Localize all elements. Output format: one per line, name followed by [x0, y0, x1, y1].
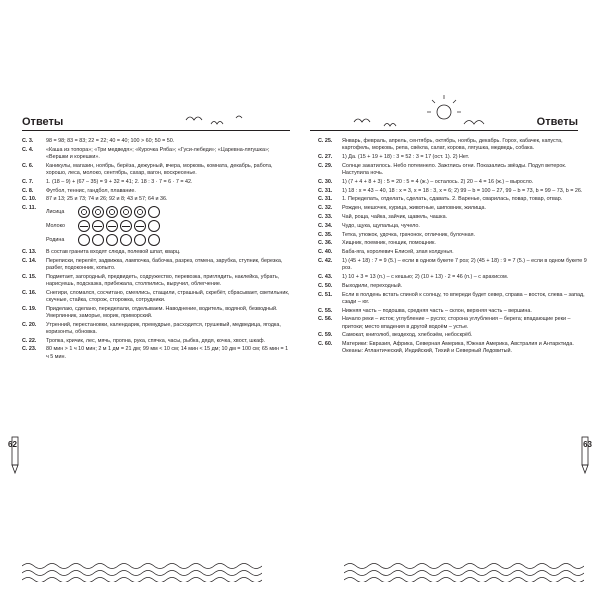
answer-body: 1) (45 + 18) : 7 = 9 (5.) – если в одном букете 7 роз; 2) (45 + 18) : 9 = 7 (5.) – если в одном букете 9 роз.: [342, 257, 587, 272]
answer-number: С. 7.: [22, 178, 34, 185]
answer-body: 98 = 98; 83 = 83; 22 = 22; 40 = 40; 100 > 60; 50 = 50.: [46, 138, 175, 144]
answer-entry: [22, 179, 292, 186]
answer-entry: [22, 258, 292, 272]
circle-row: [46, 233, 292, 247]
right-page: [304, 0, 600, 600]
answer-number: С. 40.: [318, 249, 333, 256]
answer-text: [342, 258, 588, 272]
answer-number: С. 22.: [22, 337, 37, 344]
header-rule: [310, 130, 578, 131]
letter-circle-icon: [120, 220, 132, 232]
answer-text: [342, 196, 588, 203]
letter-circle-icon: [134, 220, 146, 232]
answer-body: 1) Да. (15 + 19 + 18) : 3 = 52 : 3 = 17 (ост. 1). 2) Нет.: [342, 154, 470, 160]
answer-entry: [318, 223, 588, 230]
answer-number: С. 11.: [22, 205, 37, 212]
answer-text: [342, 205, 588, 212]
answer-text: [342, 214, 588, 221]
answer-entry: [318, 332, 588, 339]
answer-entry: [318, 240, 588, 247]
answer-text: [342, 188, 588, 195]
answer-entry: [318, 249, 588, 256]
answer-text: [342, 232, 588, 239]
answer-entry: [318, 292, 588, 306]
answer-body: Тропка, кричик, лес, мячь, пропна, рука, спячка, часы, рыбка, дядя, кочка, хвост, шкаф.: [46, 337, 266, 344]
answer-entry: [22, 138, 292, 145]
answer-body: 1) 18 : x = 43 – 40, 18 : x = 3, x = 18 : 3, x = 6; 2) 99 – b = 100 – 27, 99 – b = 73, b = 99 – 73, b = 26.: [342, 187, 583, 194]
answer-body: Нижняя часть – подошва, средняя часть – склон, верхняя часть – вершина.: [342, 307, 532, 314]
letter-circle-icon: [106, 234, 118, 246]
answer-number: С. 30.: [318, 178, 333, 185]
answer-number: С. 10.: [22, 196, 37, 203]
letter-circle-icon: [106, 206, 118, 218]
letter-circle-icon: [148, 220, 160, 232]
answer-entry: [22, 338, 292, 345]
answer-entry: [22, 346, 292, 360]
decorative-drawing-icon: [36, 90, 296, 132]
answer-number: С. 8.: [22, 187, 34, 194]
answer-number: С. 34.: [318, 222, 333, 229]
answer-entry: [318, 316, 588, 330]
answer-body: 1. (18 – 9) + (67 – 35) = 9 + 32 = 41; 2. 18 : 3 · 7 = 6 · 7 = 42.: [46, 178, 193, 185]
answer-entry: [318, 341, 588, 355]
answer-text: [46, 147, 292, 161]
answer-number: С. 6.: [22, 162, 34, 169]
answer-body: Чай, роща, чайка, зайчик, щавель, чашка.: [342, 213, 448, 220]
answer-entry: [22, 322, 292, 336]
answer-body: Снегири, сломался, сосчитано, смеялись, стащили, страшный, скребёт, сбрасывает, светильник, скучные, стайка, сторож, сторожка, сотрудники.: [46, 289, 290, 303]
answer-text: [46, 346, 292, 360]
answer-text: [46, 196, 292, 203]
answer-number: С. 13.: [22, 248, 37, 255]
letter-circle-icon: [120, 234, 132, 246]
answer-entry: [318, 308, 588, 315]
answer-entry: [318, 163, 588, 177]
circle-row: [46, 205, 292, 219]
sun-clouds-drawing-icon: [314, 90, 574, 132]
answer-number: С. 56.: [318, 316, 333, 323]
letter-circle-icon: [92, 220, 104, 232]
answer-entry: [318, 196, 588, 203]
answer-number: С. 60.: [318, 341, 333, 348]
answer-text: [342, 240, 588, 247]
answer-number: С. 3.: [22, 138, 34, 144]
answer-body: 1) (7 + 4 + 8 + 3) : 5 = 20 : 5 = 4 (ж.) – осталось. 2) 20 – 4 = 16 (ж.) – выросло.: [342, 178, 534, 185]
answer-entry: [22, 249, 292, 256]
answer-number: С. 31.: [318, 187, 333, 194]
letter-circle-icon: [148, 206, 160, 218]
answer-body: 1. Переделать, отделать, сделать, сдавать. 2. Варенье, сварилась, повар, товар, отвар.: [342, 196, 563, 203]
page-title: Ответы: [536, 116, 578, 128]
answer-text: [46, 138, 292, 145]
answer-number: С. 35.: [318, 231, 333, 238]
answer-body: В состав гранита входят слюда, полевой шпат, кварц.: [46, 248, 181, 255]
answer-text: [342, 274, 588, 281]
answer-text: [46, 290, 292, 304]
gutter: [298, 110, 302, 590]
answer-entry: [22, 290, 292, 304]
letter-circle-icon: [78, 220, 90, 232]
letter-circle-icon: [134, 234, 146, 246]
answer-entry: [318, 283, 588, 290]
page-title: Ответы: [22, 116, 64, 128]
answer-number: С. 36.: [318, 240, 333, 247]
answer-text: [46, 163, 292, 177]
answer-text: [342, 283, 588, 290]
answer-number: С. 27.: [318, 154, 333, 160]
answers-list: [318, 138, 588, 357]
answer-body: Футбол, теннис, гандбол, плавание.: [46, 187, 136, 194]
answer-body: Приделаю, сделано, переделали, отделываем. Наводнение, водитель, водяной, безводный. Умерлинник, заморье, морик, приморский.: [46, 305, 278, 319]
answer-body: «Каша из топора»; «Три медведя»; «Курочка Ряба»; «Гуси-лебеди»; «Царевна-лягушка»; «Вершки и корешки».: [46, 146, 270, 160]
answer-body: 80 мин > 1 ч 10 мин; 2 м 1 дм = 21 дм; 99 мм < 10 см; 14 мин < 15 дм; 10 дм = 100 см; 65 мин = 1 ч 5 мин.: [46, 346, 289, 360]
answer-body: Каникулы, магазин, ноябрь, берёза, дежурный, вчера, морковь, комната, декабрь, работа, хорошо, леса, молоко, сентябрь, сахар, вагон, воскресенье.: [46, 162, 273, 176]
answer-body: Солнце закатилось. Небо потемнело. Зажглись огни. Показались звёзды. Подул ветерок. Наступила ночь.: [342, 162, 567, 176]
answer-body: Переписки, перелёт, задвижка, лампочка, бабочка, разрез, отмена, зарубка, ступник, березка, разбег, подоконник, копыто.: [46, 257, 283, 271]
answer-number: С. 29.: [318, 162, 333, 169]
circle-row: [46, 219, 292, 233]
answer-number: С. 4.: [22, 146, 34, 153]
circle-row-label: Лисица: [46, 208, 65, 215]
answer-number: С. 55.: [318, 307, 333, 314]
header-rule: [22, 130, 290, 131]
answer-number: С. 19.: [22, 305, 37, 312]
answer-entry: [318, 214, 588, 221]
letter-circle-icon: [134, 206, 146, 218]
answer-number: С. 59.: [318, 332, 333, 339]
answer-entry: [22, 188, 292, 195]
answer-body: Утренний, перестановки, календарик, премудрые, расходится, грушевый, медведица, ягодка, коризонты, обновка.: [46, 321, 281, 335]
answer-text: [342, 163, 588, 177]
answer-text: [46, 258, 292, 272]
answer-entry: [318, 154, 588, 161]
circle-row-label: Молоко: [46, 222, 66, 229]
answer-number: С. 32.: [318, 205, 333, 212]
answer-text: [342, 308, 588, 315]
answer-text: [342, 223, 588, 230]
answer-body: Подметает, загородный, предвидеть, содружество, перевозка, приглядить, наклейка, убрать, нарисуешь, подсказка, прибежала, столпились, выручил, облегчение.: [46, 273, 280, 287]
answer-text: [342, 138, 588, 152]
answer-number: С. 50.: [318, 282, 333, 289]
answer-entry: [318, 138, 588, 152]
page-number: 63: [583, 440, 592, 449]
answer-number: С. 33.: [318, 213, 333, 220]
answer-entry: [318, 188, 588, 195]
answer-body: Рожден, мешочек, курица, животные, шиповник, жилища.: [342, 205, 487, 212]
answer-body: Январь, февраль, апрель, сентябрь, октябрь, ноябрь, декабрь. Горох, кабачек, капуста, картофель, морковь, репа, свёкла, салат, корова, лягушка, медведь, собака.: [342, 138, 563, 152]
answer-text: [46, 338, 292, 345]
answer-text: [342, 179, 588, 186]
answer-body: Самокат, книголюб, вездеход, хлебозём, небоскрёб.: [342, 332, 473, 339]
answer-body: 1) 10 + 3 = 13 (п.) – с кешью; 2) (10 + 13) · 2 = 46 (п.) – с арахисом.: [342, 273, 509, 280]
answer-text: [46, 249, 292, 256]
page-number: 62: [8, 440, 17, 449]
letter-circle-icon: [78, 234, 90, 246]
answer-number: С. 16.: [22, 289, 37, 296]
answer-text: [342, 341, 588, 355]
answer-number: С. 20.: [22, 321, 37, 328]
letter-circle-icon: [92, 234, 104, 246]
answer-entry: [22, 196, 292, 203]
answer-entry: [318, 274, 588, 281]
answer-body: Выходили, переходный.: [342, 282, 403, 289]
answer-number: С. 43.: [318, 273, 333, 280]
answer-body: Баба-яга, королевич Елисей, злая колдунья.: [342, 249, 454, 256]
answer-text: [342, 332, 588, 339]
answer-number: С. 42.: [318, 257, 333, 264]
answer-text: [46, 322, 292, 336]
answer-text: [342, 292, 588, 306]
answer-text: [46, 179, 292, 186]
letter-circle-icon: [120, 206, 132, 218]
answer-body: Хищник, поемник, гонщик, помощник.: [342, 240, 436, 247]
waves-decoration-icon: [344, 560, 584, 582]
answer-body: Материки: Евразия, Африка, Северная Америка, Южная Америка, Австралия и Антарктида. Океаны: Атлантический, Индийский, Тихий и Северный Ледовитый.: [342, 341, 574, 355]
letter-circle-icon: [148, 234, 160, 246]
answer-text: [342, 249, 588, 256]
answer-number: С. 51.: [318, 291, 333, 298]
answer-entry: [318, 258, 588, 272]
answer-entry: [22, 163, 292, 177]
answer-number: С. 14.: [22, 257, 37, 264]
answer-entry: [318, 205, 588, 212]
answer-body: Тетка, утюжок, удочка, грачонок, отличник, булочная.: [342, 231, 476, 238]
answer-text: [342, 154, 588, 161]
answer-body: Начало реки – исток; углубление – русло; сторона углубления – берега; впадающие реки – притоки; место впадения в другой водоём – устье.: [342, 316, 571, 330]
answer-entry: [22, 306, 292, 320]
letter-circle-icon: [78, 206, 90, 218]
circle-row-label: Родина: [46, 236, 65, 243]
answer-entry: [22, 274, 292, 288]
waves-decoration-icon: [22, 560, 262, 582]
answer-text: [46, 306, 292, 320]
left-page: [0, 0, 296, 600]
answers-list: [22, 138, 292, 362]
answer-number: С. 15.: [22, 273, 37, 280]
letter-circle-icon: [106, 220, 118, 232]
answer-entry: [22, 147, 292, 161]
answer-entry: [22, 205, 292, 247]
answer-body: Если в полдень встать спиной к солнцу, то впереди будет север, справа – восток, слева – запад, сзади – юг.: [342, 291, 585, 305]
answer-text: [342, 316, 588, 330]
answer-entry: [318, 232, 588, 239]
answer-number: С. 31.: [318, 196, 333, 203]
answer-text: [46, 205, 292, 247]
answer-number: С. 25.: [318, 138, 333, 144]
answer-text: [46, 188, 292, 195]
answer-body: Чудо, щука, щупальца, чучело.: [342, 222, 420, 229]
answer-body: 87 и 13; 25 и 73; 74 и 26; 92 и 8; 43 и 57; 64 и 36.: [46, 196, 168, 203]
answer-text: [46, 274, 292, 288]
letter-circle-icon: [92, 206, 104, 218]
answer-entry: [318, 179, 588, 186]
answer-number: С. 23.: [22, 346, 37, 353]
